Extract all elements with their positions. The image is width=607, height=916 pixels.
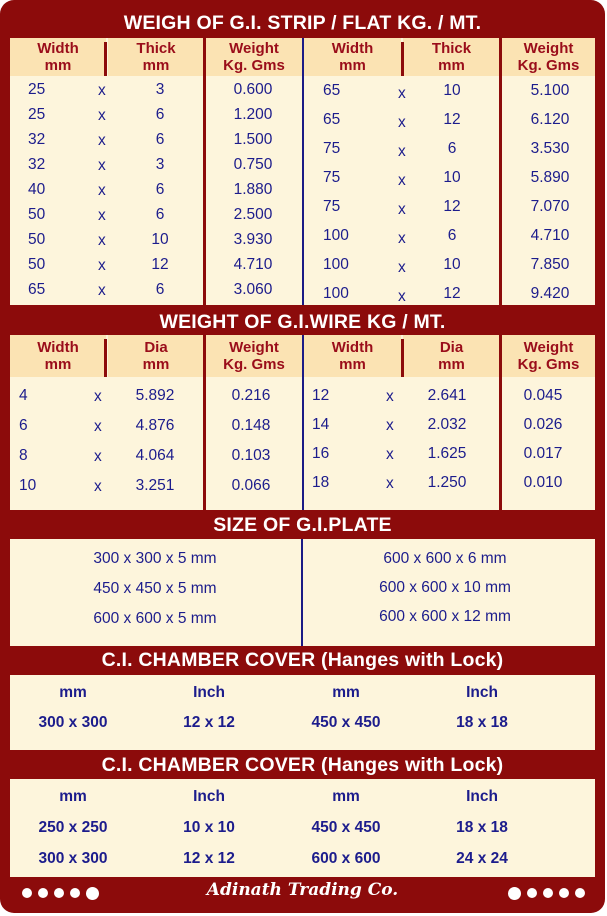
cover2-value: 450 x 450	[311, 819, 381, 836]
cover1-value: 450 x 450	[311, 714, 381, 731]
wire-weight: 0.216	[231, 387, 271, 404]
brand-name: Adinath Trading Co.	[206, 880, 399, 900]
strip-thick: 12	[151, 256, 169, 273]
strip-header-2	[206, 38, 302, 76]
cover1-title: C.I. CHAMBER COVER (Hanges with Lock)	[101, 649, 504, 671]
wire-x: x	[386, 446, 394, 463]
strip-weight: 1.200	[233, 106, 273, 123]
wire-dia: 2.641	[427, 387, 467, 404]
cover2-value: 18 x 18	[456, 819, 508, 836]
strip-width: 75	[323, 169, 341, 186]
strip-sep	[203, 38, 206, 305]
plate-size: 300 x 300 x 5 mm	[93, 550, 217, 567]
wire-header-4-line: Dia	[439, 339, 464, 356]
strip-weight: 4.710	[233, 256, 273, 273]
cover2-header: mm	[59, 788, 87, 805]
strip-header-2-line: Weight	[229, 40, 279, 57]
cover2-value: 300 x 300	[38, 850, 108, 867]
strip-thick: 6	[155, 131, 165, 148]
strip-width: 25	[28, 106, 46, 123]
strip-weight: 1.880	[233, 181, 273, 198]
strip-thick: 6	[155, 181, 165, 198]
cover1-value: 300 x 300	[38, 714, 108, 731]
strip-width: 25	[28, 81, 46, 98]
strip-x: x	[398, 201, 406, 218]
strip-header-4	[403, 38, 500, 76]
strip-weight: 3.060	[233, 281, 273, 298]
strip-center-divider	[302, 38, 304, 305]
wire-header-5-line: Kg. Gms	[517, 356, 580, 373]
wire-x: x	[94, 448, 102, 465]
strip-thick: 10	[443, 82, 461, 99]
wire-dia: 3.251	[135, 477, 175, 494]
strip-width: 100	[323, 256, 349, 273]
strip-header-2-line: Kg. Gms	[223, 57, 285, 74]
strip-thick: 3	[155, 81, 165, 98]
strip-x: x	[98, 207, 106, 224]
plate-size: 600 x 600 x 12 mm	[379, 608, 511, 625]
wire-sep	[203, 335, 206, 510]
plate-size: 600 x 600 x 6 mm	[383, 550, 507, 567]
cover2-value: 12 x 12	[183, 850, 235, 867]
strip-width: 40	[28, 181, 46, 198]
cover2-value: 250 x 250	[38, 819, 108, 836]
strip-header-3-line: Width	[331, 40, 374, 57]
wire-header-1-line: Dia	[144, 339, 168, 356]
wire-header-3-line: mm	[339, 356, 366, 373]
strip-thick: 10	[443, 169, 461, 186]
wire-width: 10	[19, 477, 37, 494]
strip-header-1	[108, 38, 204, 76]
strip-thick: 3	[155, 156, 165, 173]
strip-header-0-line: mm	[44, 57, 72, 74]
strip-x: x	[398, 114, 406, 131]
wire-header-1-line: mm	[142, 356, 170, 373]
strip-weight: 1.500	[233, 131, 273, 148]
wire-header-4	[403, 335, 500, 377]
strip-header-5-line: Kg. Gms	[517, 57, 580, 74]
wire-width: 18	[312, 474, 330, 491]
wire-weight: 0.148	[231, 417, 271, 434]
plate-size: 450 x 450 x 5 mm	[93, 580, 217, 597]
footer-dots-right	[508, 888, 585, 900]
dot-icon	[508, 887, 521, 900]
strip-thick: 6	[155, 106, 165, 123]
wire-weight: 0.103	[231, 447, 271, 464]
strip-thick: 12	[443, 198, 461, 215]
cover1-header: mm	[59, 684, 87, 701]
strip-x: x	[98, 107, 106, 124]
strip-width: 32	[28, 131, 46, 148]
cover1-value: 18 x 18	[456, 714, 508, 731]
strip-x: x	[398, 230, 406, 247]
strip-header-4-line: mm	[438, 57, 465, 74]
strip-x: x	[398, 259, 406, 276]
cover2-value: 24 x 24	[456, 850, 508, 867]
wire-width: 8	[19, 447, 28, 464]
strip-header-3	[304, 38, 401, 76]
wire-header-3-line: Width	[331, 339, 374, 356]
wire-weight: 0.017	[523, 445, 563, 462]
strip-width: 32	[28, 156, 46, 173]
dot-icon	[527, 888, 537, 898]
strip-width: 65	[323, 111, 341, 128]
strip-thick: 6	[447, 140, 457, 157]
strip-weight: 4.710	[530, 227, 570, 244]
wire-x: x	[386, 388, 394, 405]
wire-header-5	[502, 335, 595, 377]
wire-header-1	[108, 335, 204, 377]
strip-title: WEIGH OF G.I. STRIP / FLAT KG. / MT.	[123, 12, 482, 34]
wire-width: 14	[312, 416, 330, 433]
strip-x: x	[98, 157, 106, 174]
wire-header-5-line: Weight	[523, 339, 574, 356]
strip-weight: 2.500	[233, 206, 273, 223]
plate-size: 600 x 600 x 5 mm	[93, 610, 217, 627]
wire-header-2-line: Weight	[229, 339, 279, 356]
strip-sep	[499, 38, 502, 305]
strip-weight: 6.120	[530, 111, 570, 128]
wire-x: x	[94, 388, 102, 405]
strip-x: x	[398, 85, 406, 102]
strip-thick: 6	[447, 227, 457, 244]
strip-x: x	[98, 132, 106, 149]
strip-weight: 5.890	[530, 169, 570, 186]
strip-thick: 12	[443, 285, 461, 302]
strip-x: x	[98, 257, 106, 274]
strip-thick: 10	[443, 256, 461, 273]
cover1-header: Inch	[193, 684, 225, 701]
wire-dia: 4.876	[135, 417, 175, 434]
strip-header-3-line: mm	[339, 57, 366, 74]
dot-icon	[575, 888, 585, 898]
strip-header-1-line: mm	[142, 57, 170, 74]
cover1-header: Inch	[466, 684, 498, 701]
wire-x: x	[386, 475, 394, 492]
strip-weight: 7.850	[530, 256, 570, 273]
dot-icon	[559, 888, 569, 898]
wire-header-3	[304, 335, 401, 377]
strip-weight: 7.070	[530, 198, 570, 215]
strip-thick: 12	[443, 111, 461, 128]
strip-header-0	[10, 38, 106, 76]
plate-title: SIZE OF G.I.PLATE	[213, 514, 392, 536]
wire-dia: 4.064	[135, 447, 175, 464]
strip-weight: 3.930	[233, 231, 273, 248]
cover1-header: mm	[332, 684, 360, 701]
strip-header-5-line: Weight	[523, 40, 574, 57]
wire-dia: 1.250	[427, 474, 467, 491]
strip-x: x	[398, 143, 406, 160]
wire-header-2	[206, 335, 302, 377]
strip-thick: 10	[151, 231, 169, 248]
cover2-header: Inch	[466, 788, 498, 805]
strip-header-5	[502, 38, 595, 76]
strip-weight: 3.530	[530, 140, 570, 157]
strip-x: x	[98, 232, 106, 249]
wire-weight: 0.026	[523, 416, 563, 433]
strip-header-1-line: Thick	[136, 40, 176, 57]
strip-weight: 9.420	[530, 285, 570, 302]
strip-thick: 6	[155, 206, 165, 223]
wire-dia: 1.625	[427, 445, 467, 462]
wire-width: 4	[19, 387, 28, 404]
plate-divider	[301, 539, 303, 646]
cover2-value: 10 x 10	[183, 819, 235, 836]
cover2-header: mm	[332, 788, 360, 805]
strip-width: 65	[28, 281, 46, 298]
strip-header-4-line: Thick	[431, 40, 472, 57]
wire-title: WEIGHT OF G.I.WIRE KG / MT.	[159, 311, 446, 333]
cover1-value: 12 x 12	[183, 714, 235, 731]
wire-weight: 0.066	[231, 477, 271, 494]
wire-sep	[499, 335, 502, 510]
plate-size: 600 x 600 x 10 mm	[379, 579, 511, 596]
strip-width: 100	[323, 227, 349, 244]
wire-header-0-line: Width	[37, 339, 79, 356]
strip-weight: 5.100	[530, 82, 570, 99]
strip-thick: 6	[155, 281, 165, 298]
strip-x: x	[98, 182, 106, 199]
strip-x: x	[98, 282, 106, 299]
dot-icon	[543, 888, 553, 898]
strip-width: 50	[28, 231, 46, 248]
wire-dia: 2.032	[427, 416, 467, 433]
strip-width: 75	[323, 198, 341, 215]
wire-width: 6	[19, 417, 28, 434]
wire-sep	[104, 339, 107, 377]
cover2-value: 600 x 600	[311, 850, 381, 867]
strip-width: 65	[323, 82, 341, 99]
wire-width: 12	[312, 387, 330, 404]
strip-width: 50	[28, 206, 46, 223]
wire-x: x	[94, 418, 102, 435]
wire-weight: 0.010	[523, 474, 563, 491]
wire-x: x	[94, 478, 102, 495]
strip-weight: 0.750	[233, 156, 273, 173]
strip-sep	[401, 42, 404, 76]
wire-dia: 5.892	[135, 387, 175, 404]
strip-weight: 0.600	[233, 81, 273, 98]
wire-center-divider	[302, 335, 304, 510]
wire-weight: 0.045	[523, 387, 563, 404]
strip-header-0-line: Width	[37, 40, 79, 57]
strip-width: 50	[28, 256, 46, 273]
strip-x: x	[398, 288, 406, 305]
wire-header-0-line: mm	[44, 356, 72, 373]
wire-x: x	[386, 417, 394, 434]
cover2-title: C.I. CHAMBER COVER (Hanges with Lock)	[101, 754, 504, 776]
cover2-header: Inch	[193, 788, 225, 805]
wire-width: 16	[312, 445, 330, 462]
strip-sep	[104, 42, 107, 76]
wire-header-4-line: mm	[438, 356, 465, 373]
strip-x: x	[98, 82, 106, 99]
wire-sep	[401, 339, 404, 377]
strip-width: 75	[323, 140, 341, 157]
wire-header-0	[10, 335, 106, 377]
strip-x: x	[398, 172, 406, 189]
wire-header-2-line: Kg. Gms	[223, 356, 285, 373]
strip-width: 100	[323, 285, 349, 302]
